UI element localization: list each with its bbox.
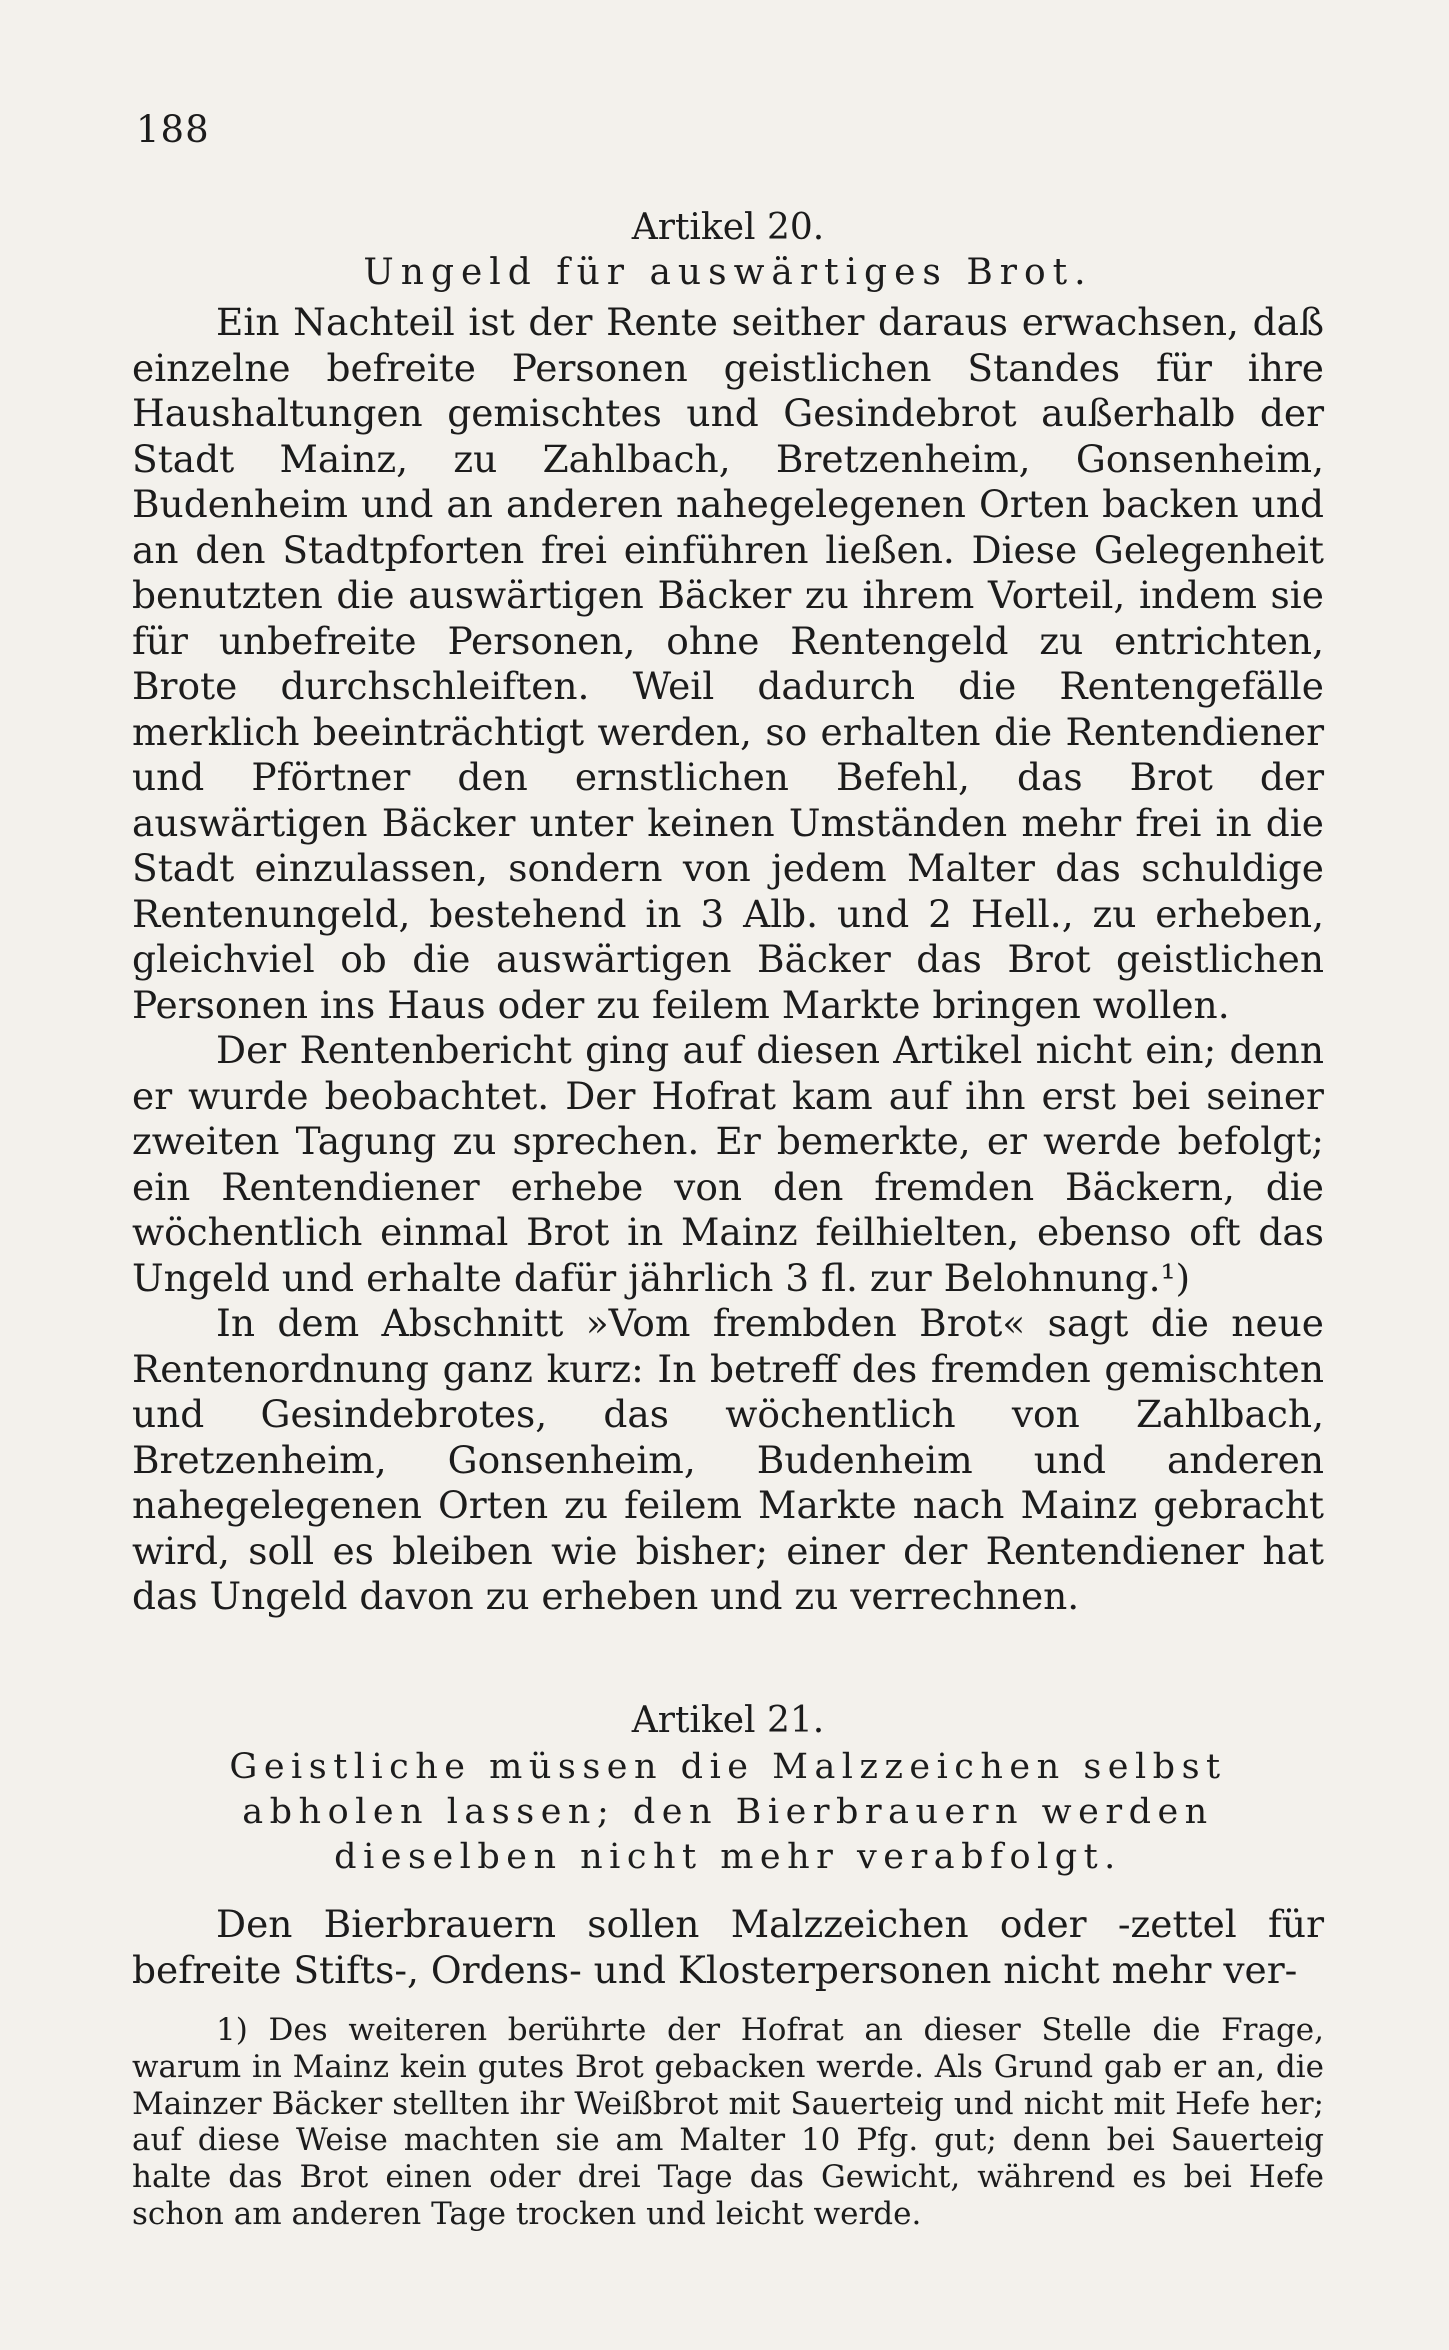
article-21-body bbox=[132, 1902, 1324, 1993]
article-21-paragraph-1: Den Bierbrauern sollen Malzzeichen oder -zettel für befreite Stifts-, Ordens- und Klosterpersonen nicht mehr ver- bbox=[132, 1902, 1324, 1992]
article-20-subtitle: Ungeld für auswärtiges Brot. bbox=[363, 252, 1093, 293]
article-20-title: Artikel 20. bbox=[631, 207, 825, 248]
page-number: 188 bbox=[136, 108, 210, 151]
article-20-body bbox=[132, 300, 1324, 1620]
footnote bbox=[132, 2012, 1324, 2233]
article-21-title: Artikel 21. bbox=[631, 1700, 825, 1741]
footnote-text: 1) Des weiteren berührte der Hofrat an dieser Stelle die Frage, warum in Mainz kein gutes Brot gebacken werde. Als Grund gab er an, die Mainzer Bäcker stellten ihr Weißbrot mit Sauerteig und nicht mit Hefe her; auf diese Weise machten sie am Malter 10 Pfg. gut; denn bei Sauerteig halte das Brot einen oder drei Tage das Gewicht, während es bei Hefe schon am anderen Tage trocken und leicht werde. bbox=[132, 2012, 1324, 2232]
article-20-paragraph-3: In dem Abschnitt »Vom frembden Brot« sagt die neue Rentenordnung ganz kurz: In betreff des fremden gemischten und Gesindebrotes, das wöchentlich von Zahlbach, Bretzenheim, Gonsenheim, Budenheim und anderen nahegelegenen Orten zu feilem Markte nach Mainz gebracht wird, soll es bleiben wie bisher; einer der Rentendiener hat das Ungeld davon zu erheben und zu verrechnen. bbox=[132, 1301, 1324, 1618]
article-21-subtitle: Geistliche müssen die Malzzeichen selbst abholen lassen; den Bierbrauern werden dieselben nicht mehr verabfolgt. bbox=[229, 1747, 1227, 1877]
article-21 bbox=[132, 1698, 1324, 1880]
article-20-paragraph-2: Der Rentenbericht ging auf diesen Artikel nicht ein; denn er wurde beobachtet. Der Hofrat kam auf ihn erst bei seiner zweiten Tagung zu sprechen. Er bemerkte, er werde befolgt; ein Rentendiener erhebe von den fremden Bäckern, die wöchentlich einmal Brot in Mainz feilhielten, ebenso oft das Ungeld und erhalte dafür jährlich 3 fl. zur Belohnung.¹) bbox=[132, 1028, 1324, 1300]
footnote-block bbox=[132, 2012, 1324, 2233]
article-20 bbox=[132, 205, 1324, 295]
article-20-paragraph-1: Ein Nachteil ist der Rente seither daraus erwachsen, daß einzelne befreite Personen geistlichen Standes für ihre Haushaltungen gemischtes und Gesindebrot außerhalb der Stadt Mainz, zu Zahlbach, Bretzenheim, Gonsenheim, Budenheim und an anderen nahegelegenen Orten backen und an den Stadtpforten frei einführen ließen. Diese Gelegenheit benutzten die auswärtigen Bäcker zu ihrem Vorteil, indem sie für unbefreite Personen, ohne Rentengeld zu entrichten, Brote durchschleiften. Weil dadurch die Rentengefälle merklich beeinträchtigt werden, so erhalten die Rentendiener und Pförtner den ernstlichen Befehl, das Brot der auswärtigen Bäcker unter keinen Umständen mehr frei in die Stadt einzulassen, sondern von jedem Malter das schuldige Rentenungeld, bestehend in 3 Alb. und 2 Hell., zu erheben, gleichviel ob die auswärtigen Bäcker das Brot geistlichen Personen ins Haus oder zu feilem Markte bringen wollen. bbox=[132, 300, 1324, 1027]
